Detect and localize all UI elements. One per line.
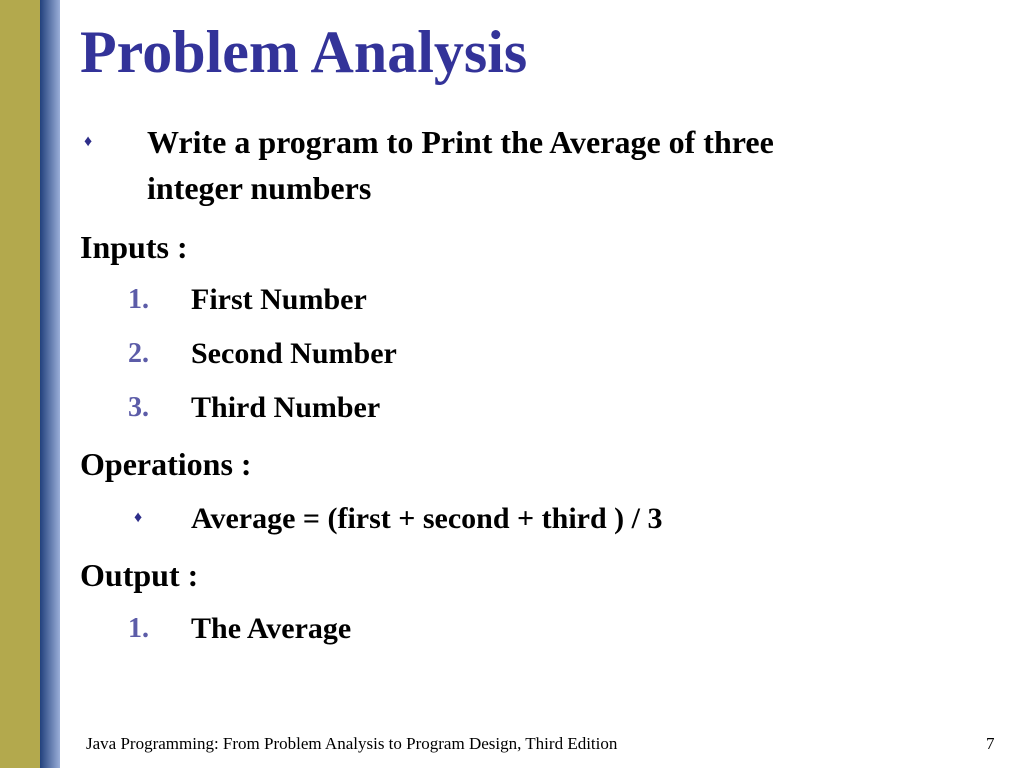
decorative-olive-band (0, 0, 40, 768)
intro-text-line-2: integer numbers (147, 170, 372, 206)
diamond-bullet-icon: ♦ (84, 133, 93, 150)
operations-item-label: Average = (first + second + third ) / 3 (191, 502, 663, 535)
inputs-item-number: 3. (128, 392, 149, 423)
output-item-label: The Average (191, 612, 352, 645)
inputs-heading: Inputs : (80, 229, 188, 265)
inputs-item-label: First Number (191, 283, 367, 316)
inputs-item-label: Second Number (191, 337, 397, 370)
output-heading: Output : (80, 557, 199, 593)
slide-title: Problem Analysis (80, 19, 528, 85)
intro-text-line-1: Write a program to Print the Average of three (147, 124, 774, 160)
footer-text: Java Programming: From Problem Analysis to Program Design, Third Edition (86, 734, 618, 753)
output-item-number: 1. (128, 613, 149, 644)
inputs-item-number: 2. (128, 338, 149, 369)
inputs-item-label: Third Number (191, 391, 381, 424)
decorative-blue-gradient-band (40, 0, 60, 768)
page-number: 7 (986, 734, 995, 753)
operations-heading: Operations : (80, 446, 252, 482)
diamond-bullet-icon: ♦ (134, 509, 143, 526)
inputs-item-number: 1. (128, 284, 149, 315)
